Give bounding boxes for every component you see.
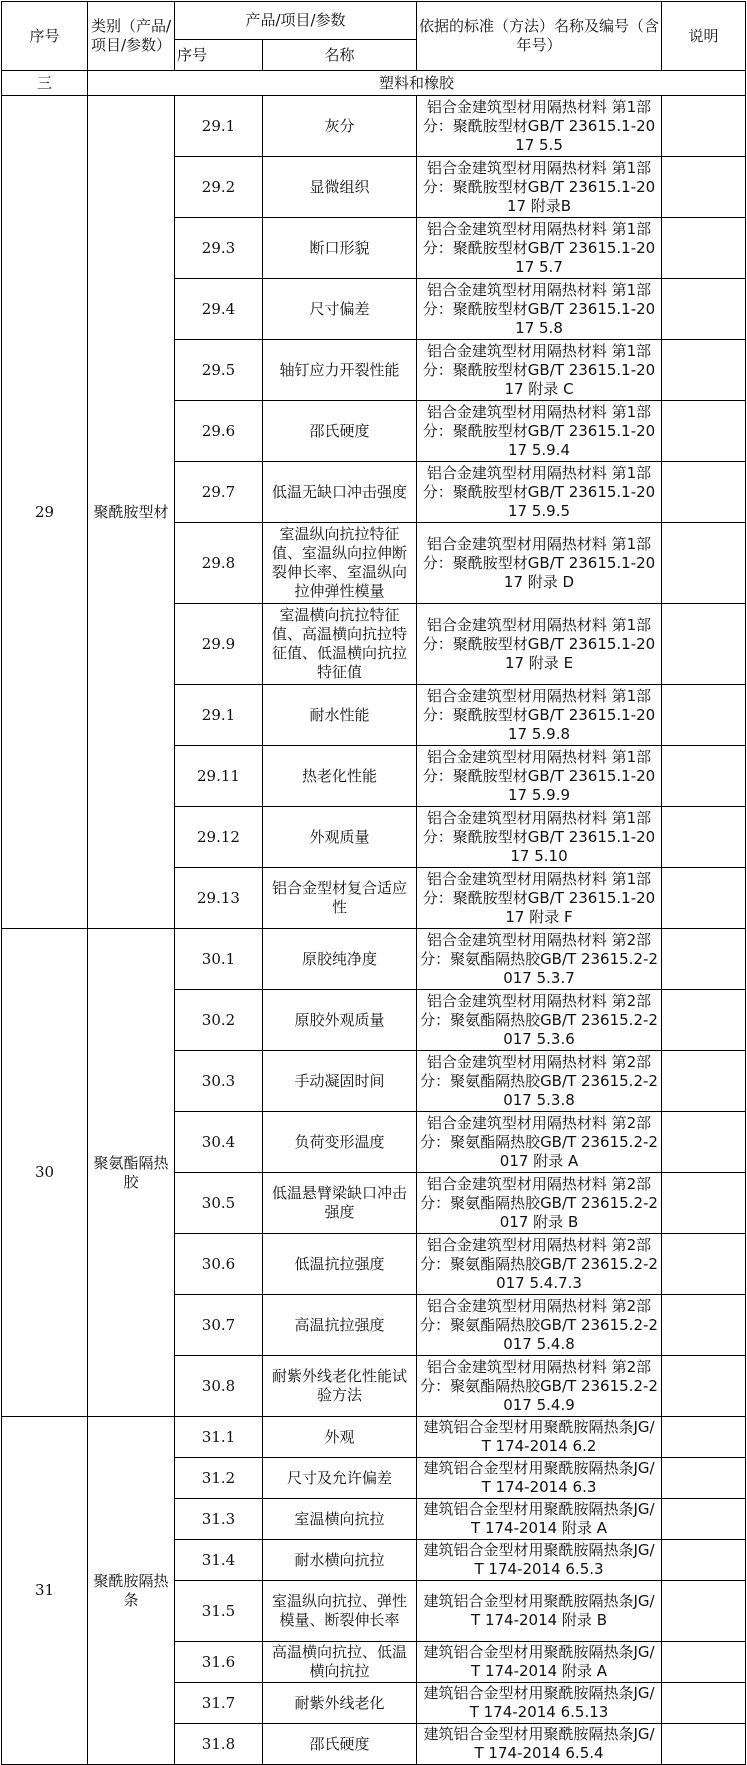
item-name: 耐紫外线老化性能试验方法 <box>263 1356 417 1417</box>
item-note <box>662 1581 746 1642</box>
group-seq: 29 <box>2 96 88 929</box>
item-standard: 铝合金建筑型材用隔热材料 第2部分：聚氨酯隔热胶GB/T 23615.2-2017 5.4.7.3 <box>417 1234 662 1295</box>
item-name: 高温抗拉强度 <box>263 1295 417 1356</box>
item-note <box>662 685 746 746</box>
item-standard: 铝合金建筑型材用隔热材料 第1部分：聚酰胺型材GB/T 23615.1-2017 5.9.9 <box>417 746 662 807</box>
item-note <box>662 1356 746 1417</box>
item-standard: 铝合金建筑型材用隔热材料 第2部分：聚氨酯隔热胶GB/T 23615.2-2017 5.4.9 <box>417 1356 662 1417</box>
item-standard: 铝合金建筑型材用隔热材料 第1部分：聚酰胺型材GB/T 23615.1-2017 5.8 <box>417 279 662 340</box>
item-standard: 铝合金建筑型材用隔热材料 第2部分：聚氨酯隔热胶GB/T 23615.2-2017 5.3.6 <box>417 990 662 1051</box>
item-note <box>662 523 746 604</box>
item-number: 29.7 <box>175 462 263 523</box>
item-number: 29.1 <box>175 685 263 746</box>
item-name: 铝合金型材复合适应性 <box>263 868 417 929</box>
item-standard: 铝合金建筑型材用隔热材料 第1部分：聚酰胺型材GB/T 23615.1-2017 附录 F <box>417 868 662 929</box>
item-standard: 铝合金建筑型材用隔热材料 第1部分：聚酰胺型材GB/T 23615.1-2017 5.9.4 <box>417 401 662 462</box>
item-standard: 建筑铝合金型材用聚酰胺隔热条JG/T 174-2014 6.5.3 <box>417 1540 662 1581</box>
item-note <box>662 1112 746 1173</box>
item-name: 低温无缺口冲击强度 <box>263 462 417 523</box>
item-standard: 建筑铝合金型材用聚酰胺隔热条JG/T 174-2014 6.5.4 <box>417 1724 662 1765</box>
item-number: 31.4 <box>175 1540 263 1581</box>
item-standard: 铝合金建筑型材用隔热材料 第1部分：聚酰胺型材GB/T 23615.1-2017 附录 C <box>417 340 662 401</box>
item-note <box>662 1724 746 1765</box>
item-number: 30.8 <box>175 1356 263 1417</box>
item-number: 30.6 <box>175 1234 263 1295</box>
group-category: 聚酰胺型材 <box>88 96 175 929</box>
item-number: 31.6 <box>175 1642 263 1683</box>
table-row <box>2 1417 746 1458</box>
item-number: 29.3 <box>175 218 263 279</box>
item-note <box>662 157 746 218</box>
item-standard: 建筑铝合金型材用聚酰胺隔热条JG/T 174-2014 6.3 <box>417 1458 662 1499</box>
item-note <box>662 1051 746 1112</box>
item-name: 原胶纯净度 <box>263 929 417 990</box>
item-standard: 铝合金建筑型材用隔热材料 第2部分：聚氨酯隔热胶GB/T 23615.2-2017 附录 A <box>417 1112 662 1173</box>
item-note <box>662 1173 746 1234</box>
item-standard: 建筑铝合金型材用聚酰胺隔热条JG/T 174-2014 附录 A <box>417 1642 662 1683</box>
group-category: 聚酰胺隔热条 <box>88 1417 175 1765</box>
item-note <box>662 929 746 990</box>
item-standard: 铝合金建筑型材用隔热材料 第2部分：聚氨酯隔热胶GB/T 23615.2-2017 5.4.8 <box>417 1295 662 1356</box>
item-name: 显微组织 <box>263 157 417 218</box>
item-note <box>662 1540 746 1581</box>
item-number: 29.13 <box>175 868 263 929</box>
item-number: 30.5 <box>175 1173 263 1234</box>
item-name: 室温纵向抗拉特征值、室温纵向拉伸断裂伸长率、室温纵向拉伸弹性模量 <box>263 523 417 604</box>
group-seq: 31 <box>2 1417 88 1765</box>
item-number: 31.1 <box>175 1417 263 1458</box>
section-number: 三 <box>2 71 88 96</box>
item-name: 耐水横向抗拉 <box>263 1540 417 1581</box>
item-number: 30.1 <box>175 929 263 990</box>
item-note <box>662 279 746 340</box>
item-number: 29.5 <box>175 340 263 401</box>
item-name: 尺寸偏差 <box>263 279 417 340</box>
item-note <box>662 604 746 685</box>
item-name: 低温悬臂梁缺口冲击强度 <box>263 1173 417 1234</box>
item-number: 29.1 <box>175 96 263 157</box>
item-number: 30.3 <box>175 1051 263 1112</box>
item-name: 热老化性能 <box>263 746 417 807</box>
item-name: 邵氏硬度 <box>263 1724 417 1765</box>
item-standard: 铝合金建筑型材用隔热材料 第1部分：聚酰胺型材GB/T 23615.1-2017 5.9.5 <box>417 462 662 523</box>
item-note <box>662 868 746 929</box>
item-number: 30.4 <box>175 1112 263 1173</box>
item-name: 室温横向抗拉 <box>263 1499 417 1540</box>
standards-table <box>1 1 746 1765</box>
item-standard: 建筑铝合金型材用聚酰胺隔热条JG/T 174-2014 6.5.13 <box>417 1683 662 1724</box>
item-name: 断口形貌 <box>263 218 417 279</box>
item-note <box>662 462 746 523</box>
header-standard: 依据的标准（方法）名称及编号（含年号） <box>417 2 662 71</box>
item-number: 31.5 <box>175 1581 263 1642</box>
item-standard: 铝合金建筑型材用隔热材料 第1部分：聚酰胺型材GB/T 23615.1-2017 附录 E <box>417 604 662 685</box>
item-name: 外观 <box>263 1417 417 1458</box>
header-note: 说明 <box>662 2 746 71</box>
item-number: 29.8 <box>175 523 263 604</box>
item-number: 30.7 <box>175 1295 263 1356</box>
item-name: 低温抗拉强度 <box>263 1234 417 1295</box>
item-name: 耐水性能 <box>263 685 417 746</box>
item-standard: 建筑铝合金型材用聚酰胺隔热条JG/T 174-2014 6.2 <box>417 1417 662 1458</box>
item-standard: 铝合金建筑型材用隔热材料 第1部分：聚酰胺型材GB/T 23615.1-2017 附录 D <box>417 523 662 604</box>
item-number: 29.4 <box>175 279 263 340</box>
header-category: 类别（产品/项目/参数） <box>88 2 175 71</box>
group-category: 聚氨酯隔热胶 <box>88 929 175 1417</box>
item-number: 29.11 <box>175 746 263 807</box>
header-seq: 序号 <box>2 2 88 71</box>
item-number: 29.2 <box>175 157 263 218</box>
table-row <box>2 96 746 157</box>
item-note <box>662 1683 746 1724</box>
item-note <box>662 340 746 401</box>
item-note <box>662 96 746 157</box>
item-note <box>662 1295 746 1356</box>
header-product-group: 产品/项目/参数 <box>175 2 417 40</box>
item-name: 轴钉应力开裂性能 <box>263 340 417 401</box>
item-standard: 铝合金建筑型材用隔热材料 第1部分：聚酰胺型材GB/T 23615.1-2017 5.7 <box>417 218 662 279</box>
item-standard: 铝合金建筑型材用隔热材料 第2部分：聚氨酯隔热胶GB/T 23615.2-2017 5.3.8 <box>417 1051 662 1112</box>
item-note <box>662 218 746 279</box>
item-standard: 铝合金建筑型材用隔热材料 第1部分：聚酰胺型材GB/T 23615.1-2017 5.9.8 <box>417 685 662 746</box>
item-name: 负荷变形温度 <box>263 1112 417 1173</box>
item-number: 31.8 <box>175 1724 263 1765</box>
item-note <box>662 1642 746 1683</box>
item-number: 29.9 <box>175 604 263 685</box>
item-note <box>662 807 746 868</box>
item-number: 29.12 <box>175 807 263 868</box>
item-standard: 铝合金建筑型材用隔热材料 第1部分：聚酰胺型材GB/T 23615.1-2017 5.10 <box>417 807 662 868</box>
item-note <box>662 401 746 462</box>
item-name: 邵氏硬度 <box>263 401 417 462</box>
item-number: 31.3 <box>175 1499 263 1540</box>
item-note <box>662 1499 746 1540</box>
item-note <box>662 746 746 807</box>
item-name: 室温纵向抗拉、弹性模量、断裂伸长率 <box>263 1581 417 1642</box>
item-number: 31.7 <box>175 1683 263 1724</box>
item-name: 外观质量 <box>263 807 417 868</box>
item-name: 室温横向抗拉特征值、高温横向抗拉特征值、低温横向抗拉特征值 <box>263 604 417 685</box>
item-note <box>662 990 746 1051</box>
item-name: 耐紫外线老化 <box>263 1683 417 1724</box>
item-standard: 铝合金建筑型材用隔热材料 第2部分：聚氨酯隔热胶GB/T 23615.2-2017 附录 B <box>417 1173 662 1234</box>
item-name: 原胶外观质量 <box>263 990 417 1051</box>
item-note <box>662 1458 746 1499</box>
group-seq: 30 <box>2 929 88 1417</box>
item-number: 31.2 <box>175 1458 263 1499</box>
item-name: 灰分 <box>263 96 417 157</box>
section-title: 塑料和橡胶 <box>88 71 746 96</box>
item-number: 29.6 <box>175 401 263 462</box>
item-name: 尺寸及允许偏差 <box>263 1458 417 1499</box>
item-number: 30.2 <box>175 990 263 1051</box>
item-name: 高温横向抗拉、低温横向抗拉 <box>263 1642 417 1683</box>
item-note <box>662 1417 746 1458</box>
header-sub-seq: 序号 <box>175 40 263 71</box>
item-name: 手动凝固时间 <box>263 1051 417 1112</box>
item-standard: 铝合金建筑型材用隔热材料 第2部分：聚氨酯隔热胶GB/T 23615.2-2017 5.3.7 <box>417 929 662 990</box>
item-standard: 铝合金建筑型材用隔热材料 第1部分：聚酰胺型材GB/T 23615.1-2017 5.5 <box>417 96 662 157</box>
item-standard: 建筑铝合金型材用聚酰胺隔热条JG/T 174-2014 附录 B <box>417 1581 662 1642</box>
header-name: 名称 <box>263 40 417 71</box>
item-note <box>662 1234 746 1295</box>
item-standard: 建筑铝合金型材用聚酰胺隔热条JG/T 174-2014 附录 A <box>417 1499 662 1540</box>
table-row <box>2 929 746 990</box>
item-standard: 铝合金建筑型材用隔热材料 第1部分：聚酰胺型材GB/T 23615.1-2017 附录B <box>417 157 662 218</box>
